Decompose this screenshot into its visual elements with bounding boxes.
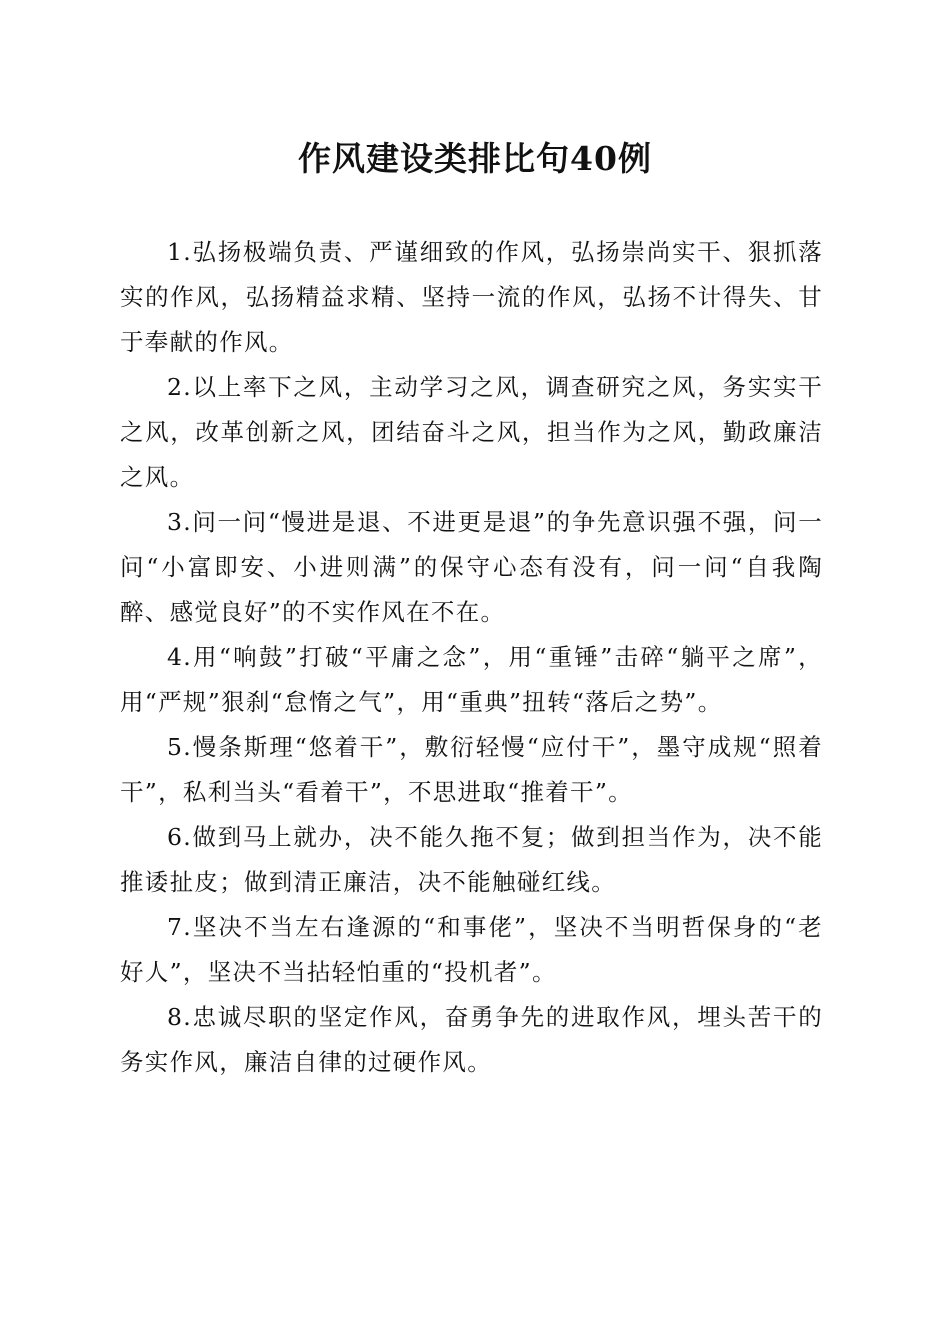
paragraph-6: 6.做到马上就办，决不能久拖不复；做到担当作为，决不能推诿扯皮；做到清正廉洁，决不能触碰红线。 bbox=[120, 823, 823, 896]
paragraph-3: 3.问一问“慢进是退、不进更是退”的争先意识强不强，问一问“小富即安、小进则满”的保守心态有没有，问一问“自我陶醉、感觉良好”的不实作风在不在。 bbox=[120, 508, 823, 626]
paragraph-8: 8.忠诚尽职的坚定作风，奋勇争先的进取作风，埋头苦干的务实作风，廉洁自律的过硬作风。 bbox=[120, 1003, 823, 1076]
paragraph-2: 2.以上率下之风，主动学习之风，调查研究之风，务实实干之风，改革创新之风，团结奋斗之风，担当作为之风，勤政廉洁之风。 bbox=[120, 373, 823, 491]
paragraph-5: 5.慢条斯理“悠着干”，敷衍轻慢“应付干”，墨守成规“照着干”，私利当头“看着干”，不思进取“推着干”。 bbox=[120, 733, 823, 806]
paragraph-7: 7.坚决不当左右逢源的“和事佬”，坚决不当明哲保身的“老好人”，坚决不当拈轻怕重的“投机者”。 bbox=[120, 913, 823, 986]
paragraph-4: 4.用“响鼓”打破“平庸之念”，用“重锤”击碎“躺平之席”，用“严规”狠刹“怠惰之气”，用“重典”扭转“落后之势”。 bbox=[120, 643, 823, 716]
paragraph-1: 1.弘扬极端负责、严谨细致的作风，弘扬崇尚实干、狠抓落实的作风，弘扬精益求精、坚持一流的作风，弘扬不计得失、甘于奉献的作风。 bbox=[120, 238, 823, 356]
document-body bbox=[120, 230, 823, 1085]
document-title: 作风建设类排比句40例 bbox=[298, 139, 652, 178]
